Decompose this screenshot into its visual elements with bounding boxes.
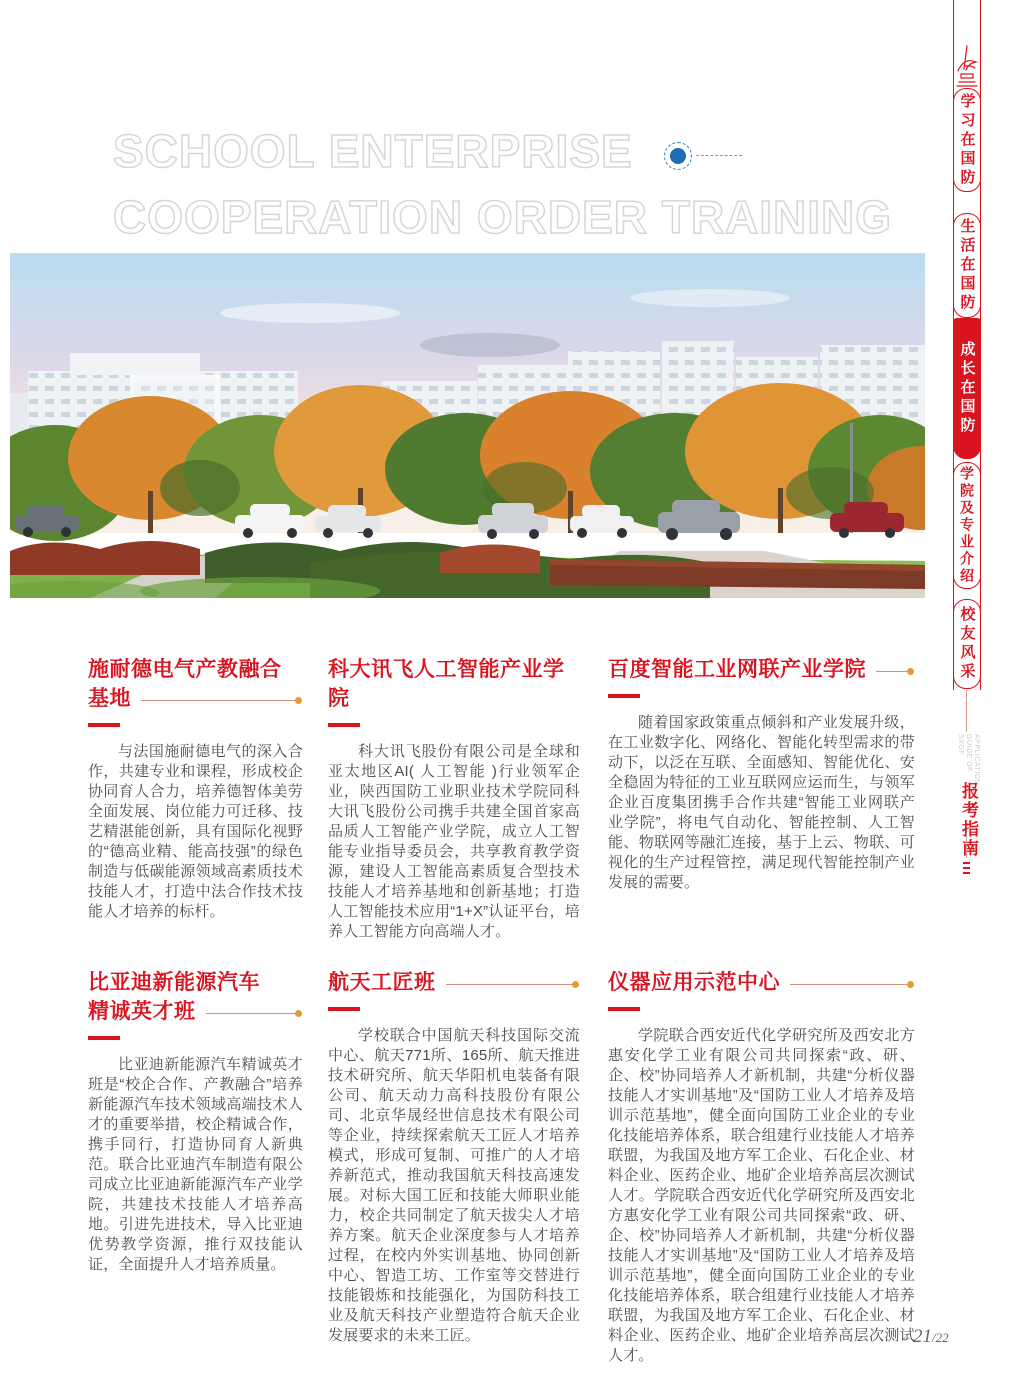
rail-connector-line (966, 834, 967, 858)
title-rule-dot-icon (206, 1013, 300, 1014)
title-dash (608, 1007, 640, 1011)
guide-en-line2: GUIDE OF SXGF (957, 734, 972, 772)
hero-title-line2: COOPERATION ORDER TRAINING (113, 191, 893, 243)
title-dash (608, 694, 640, 698)
hero-title-line1: SCHOOL ENTERPRISE (113, 125, 633, 177)
title-dash (328, 723, 360, 727)
article-baidu-college (608, 655, 915, 893)
article-title (328, 655, 580, 713)
article-title-line1: 仪器应用示范中心 (608, 971, 780, 994)
sidebar-tab-college-majors[interactable] (953, 462, 981, 589)
article-schneider-base (88, 655, 303, 922)
sidebar-tab-grow-in-defense[interactable] (953, 318, 981, 459)
article-title (608, 655, 915, 684)
article-title-line1: 比亚迪新能源汽车 (88, 971, 260, 994)
article-title-line1: 百度智能工业网联产业学院 (608, 658, 866, 681)
decor-dot-icon (664, 142, 774, 172)
article-iflytek-college (328, 655, 580, 942)
article-instrument-center (608, 968, 915, 1366)
article-title (88, 968, 303, 1026)
guide-en-line1: APPLICATION (973, 734, 980, 786)
sidebar-tab-label: 成长在国防 (958, 341, 976, 436)
article-body: 科大讯飞股份有限公司是全球和亚太地区AI( 人工智能 )行业领军企业，陕西国防工业职业技术学院同科大讯飞股份公司携手共建全国首家高品质人工智能产业学院，成立人工智能专业指导委员会，共享教育教学资源，建设人工智能高素质复合型技术技能人才培养基地和创新基地；打造人工智能技术应用“1+X”认证平台，培养人工智能方向高端人才。 (328, 743, 580, 940)
sidebar-tab-label: 学习在国防 (958, 92, 976, 188)
article-body: 比亚迪新能源汽车精诚英才班是“校企合作、产教融合”培养新能源汽车技术领域高端技术人才的重要举措，校企精诚合作，携手同行，打造协同育人新典范。联合比亚迪汽车制造有限公司成立比亚迪新能源汽车产业学院，共建技术技能人才培养高地。引进先进技术，导入比亚迪优势教学资源，推行双技能认证，全面提升人才培养质量。 (88, 1056, 303, 1273)
application-guide-cn: 报考指南 (959, 782, 978, 858)
article-title (88, 655, 303, 713)
title-dash (328, 1007, 360, 1011)
article-title (608, 968, 915, 997)
sidebar-tab-label: 生活在国防 (958, 218, 976, 313)
article-body: 随着国家政策重点倾斜和产业发展升级，在工业数字化、网络化、智能化转型需求的带动下，以泛在互联、全面感知、智能优化、安全稳固为特征的工业互联网应运而生，与领军企业百度集团携手合作共建“智能工业网联产业学院”，将电气自动化、智能控制、人工智能、物联网等融汇连接，基于上云、物联、可视化的生产过程管控，满足现代智能控制产业发展的需要。 (608, 714, 915, 891)
dashed-line-icon (696, 155, 742, 156)
title-rule-dot-icon (141, 700, 299, 701)
rail-connector-line (966, 690, 967, 732)
sidebar-tab-label: 校友风采 (958, 606, 976, 682)
sidebar-tab-study-in-defense[interactable] (953, 88, 981, 192)
campus-photo (10, 253, 925, 598)
article-title-line1: 航天工匠班 (328, 971, 436, 994)
article-title-line2: 精诚英才班 (88, 1000, 196, 1023)
campus-photo-illustration (10, 253, 925, 598)
page-total: 22 (935, 1330, 949, 1345)
application-guide-en (956, 734, 980, 786)
article-body: 学校联合中国航天科技国际交流中心、航天771所、165所、航天推进技术研究所、航天华阳机电装备有限公司、航天动力高科技股份有限公司、北京华晟经世信息技术有限公司等企业，持续探索航天工匠人才培养模式，形成可复制、可推广的人才培养新范式，推动我国航天科技高速发展。对标大国工匠和技能大师职业能力，校企共同制定了航天拔尖人才培养方案。航天企业深度参与人才培养过程，在校内外实训基地、协同创新中心、智造工坊、工作室等交替进行技能锻炼和技能强化，为国防科技工业及航天科技产业塑造符合航天企业发展要求的未来工匠。 (328, 1027, 580, 1344)
page-current: 21 (913, 1326, 932, 1347)
title-rule-dot-icon (790, 984, 911, 985)
title-rule-dot-icon (446, 984, 577, 985)
article-title-line1: 施耐德电气产教融合 (88, 658, 282, 681)
article-title (328, 968, 580, 997)
article-title-line1: 科大讯飞人工智能产业学院 (328, 658, 565, 710)
sidebar-tab-alumni[interactable] (953, 599, 981, 689)
article-title-line2: 基地 (88, 687, 131, 710)
sidebar-tab-label: 学院及专业介绍 (959, 466, 975, 585)
article-byd-class (88, 968, 303, 1275)
title-dash (88, 723, 120, 727)
title-dash (88, 1036, 120, 1040)
article-body: 学院联合西安近代化学研究所及西安北方惠安化学工业有限公司共同探索“政、研、企、校”协同培养人才新机制，共建“分析仪器技能人才实训基地”及“国防工业人才培养及培训示范基地”，健全面向国防工业企业的专业化技能培养体系，联合组建行业技能人才培养联盟，为我国及地方军工企业、石化企业、材料企业、医药企业、地矿企业培养高层次测试人才。学院联合西安近代化学研究所及西安北方惠安化学工业有限公司共同探索“政、研、企、校”协同培养人才新机制，共建“分析仪器技能人才实训基地”及“国防工业人才培养及培训示范基地”，健全面向国防工业企业的专业化技能培养体系，联合组建行业技能人才培养联盟，为我国及地方军工企业、石化企业、材料企业、医药企业、地矿企业培养高层次测试人才。 (608, 1027, 915, 1364)
blue-dot-icon (670, 148, 686, 164)
article-body: 与法国施耐德电气的深入合作，共建专业和课程，形成校企协同育人合力，培养德智体美劳全面发展、岗位能力可迁移、技艺精湛能创新，具有国际化视野的“德高业精、能高技强”的绿色制造与低碳能源领域高素质技术技能人才，打造中法合作技术技能人才培养的标杆。 (88, 743, 303, 920)
monument-emblem-icon (955, 44, 979, 92)
sidebar-tab-life-in-defense[interactable] (953, 213, 981, 318)
page-number (913, 1326, 949, 1348)
rail-dashes-icon (963, 862, 971, 877)
page-separator: / (932, 1330, 936, 1345)
hero-heading (113, 118, 933, 250)
title-rule-dot-icon (876, 671, 911, 672)
article-aerospace-class (328, 968, 580, 1346)
